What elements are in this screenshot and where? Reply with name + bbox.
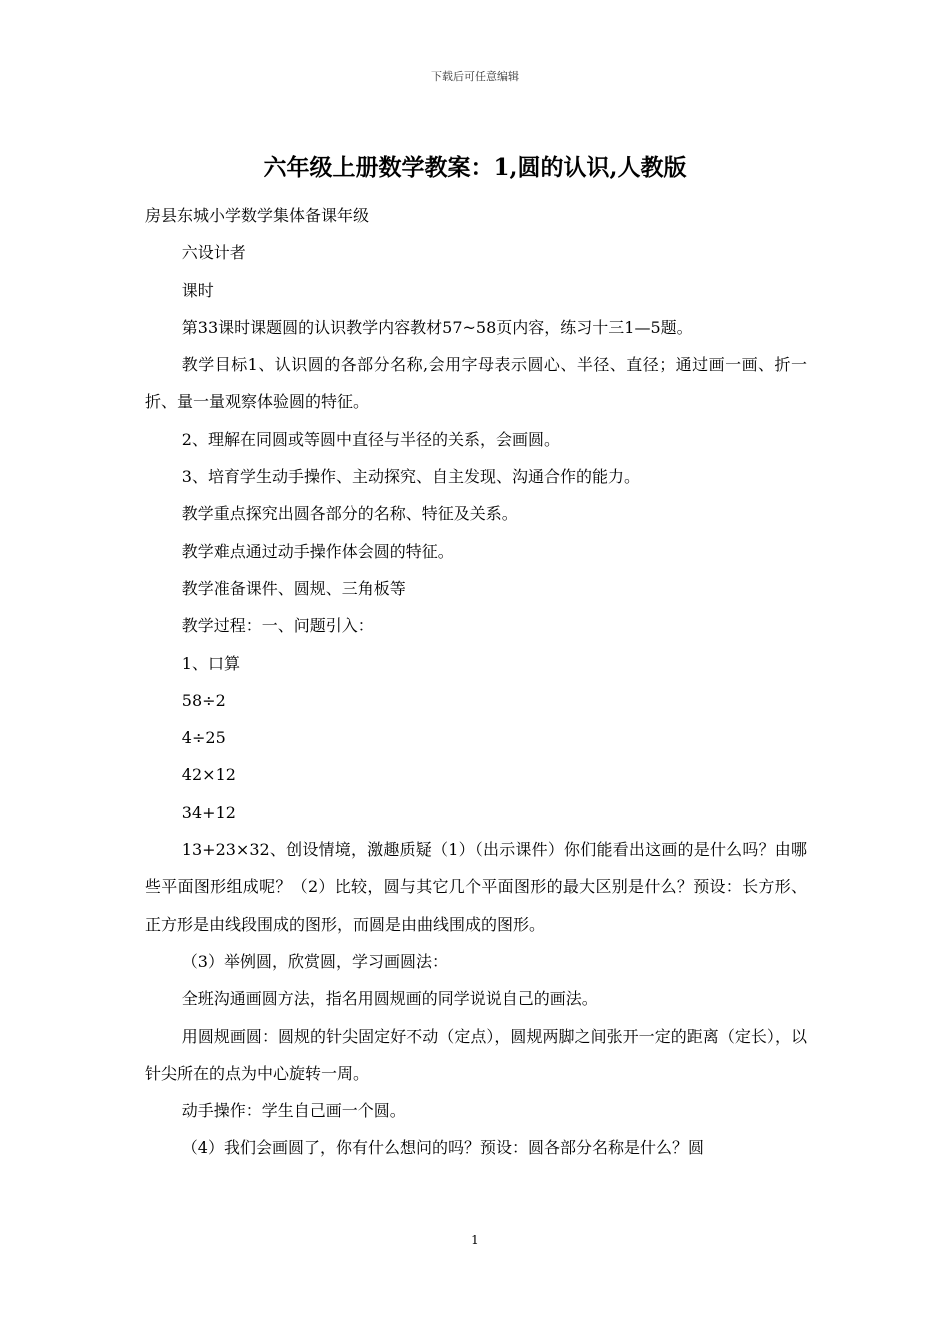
paragraph-objective-1: 教学目标1、认识圆的各部分名称,会用字母表示圆心、半径、直径；通过画一画、折一折、量一量观察体验圆的特征。	[145, 355, 807, 412]
document-title: 六年级上册数学教案：1,圆的认识,人教版	[263, 154, 687, 181]
paragraph-calc-4: 34+12	[181, 802, 236, 822]
paragraph-school: 房县东城小学数学集体备课年级	[145, 206, 370, 225]
paragraph-calc-1: 58÷2	[181, 690, 226, 710]
paragraph-class-discussion: 全班沟通画圆方法，指名用圆规画的同学说说自己的画法。	[181, 989, 598, 1009]
paragraph-mental-math: 1、口算	[181, 653, 240, 673]
page-number: 1	[471, 1233, 479, 1247]
paragraph-questions: （4）我们会画圆了，你有什么想问的吗？预设：圆各部分名称是什么？圆	[181, 1138, 704, 1158]
paragraph-objective-3: 3、培育学生动手操作、主动探究、自主发现、沟通合作的能力。	[181, 467, 640, 487]
paragraph-designer: 六设计者	[181, 243, 246, 263]
paragraph-lesson-topic: 第33课时课题圆的认识教学内容教材57~58页内容，练习十三1—5题。	[181, 317, 693, 337]
paragraph-compass-method: 用圆规画圆：圆规的针尖固定好不动（定点），圆规两脚之间张开一定的距离（定长），以针尖所在的点为中心旋转一周。	[145, 1026, 807, 1083]
paragraph-examples: （3）举例圆，欣赏圆，学习画圆法：	[181, 951, 448, 971]
header-note: 下载后可任意编辑	[431, 70, 519, 83]
paragraph-key-points: 教学重点探究出圆各部分的名称、特征及关系。	[181, 504, 518, 524]
document-body	[145, 197, 807, 1167]
paragraph-scenario: 13+23×32、创设情境，激趣质疑（1）（出示课件）你们能看出这画的是什么吗？由哪些平面图形组成呢？（2）比较，圆与其它几个平面图形的最大区别是什么？预设：长方形、正方形是由线段围成的图形，而圆是由曲线围成的图形。	[145, 840, 807, 934]
paragraph-lesson-period: 课时	[181, 280, 214, 300]
paragraph-calc-3: 42×12	[181, 765, 236, 785]
paragraph-hands-on: 动手操作：学生自己画一个圆。	[181, 1101, 406, 1121]
paragraph-process-heading: 教学过程：一、问题引入：	[181, 616, 374, 636]
paragraph-objective-2: 2、理解在同圆或等圆中直径与半径的关系，会画圆。	[181, 429, 560, 449]
paragraph-calc-2: 4÷25	[181, 728, 226, 748]
paragraph-difficulties: 教学难点通过动手操作体会圆的特征。	[181, 541, 454, 561]
paragraph-preparation: 教学准备课件、圆规、三角板等	[181, 578, 406, 598]
